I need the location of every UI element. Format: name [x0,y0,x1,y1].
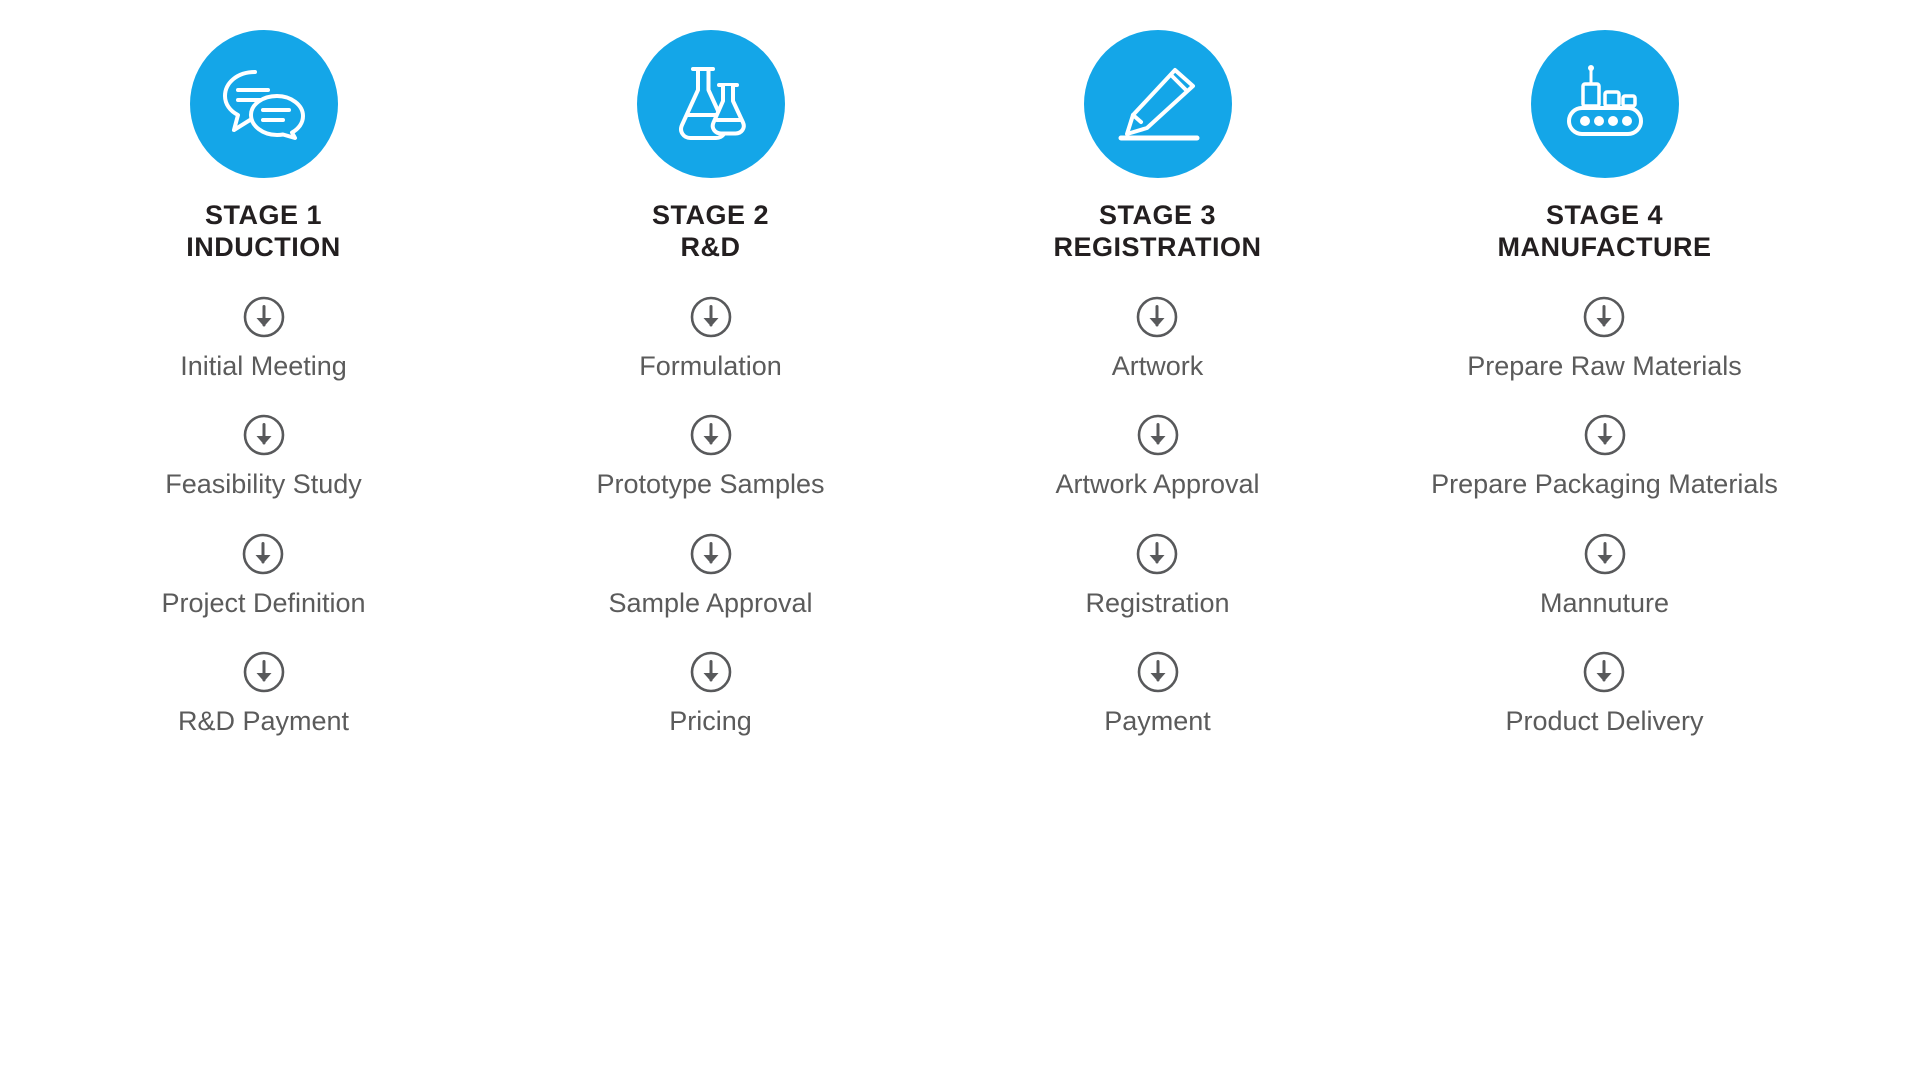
step-block-3-4 [1104,619,1211,737]
arrow-down-circle-icon [241,649,287,695]
stage-title-3 [1054,200,1262,264]
arrow-down-circle-icon [688,531,734,577]
stage-number-1: STAGE 1 [204,200,323,230]
step-label: Product Delivery [1505,705,1704,736]
step-label: Sample Approval [608,587,813,618]
step-block-4-1 [1467,264,1742,382]
flasks-icon [637,30,785,178]
arrow-down-circle-icon [1134,294,1180,340]
step-block-1-4 [178,619,349,737]
step-block-4-2 [1431,382,1778,500]
step-block-2-3 [608,501,812,619]
step-label: Formulation [639,350,782,381]
stage-title-1 [186,200,341,264]
arrow-down-circle-icon [688,649,734,695]
step-label: Prepare Raw Materials [1467,350,1742,381]
arrow-down-circle-icon [1134,531,1180,577]
stage-column-4 [1381,30,1828,737]
step-label: Artwork Approval [1055,469,1260,500]
stage-column-1 [40,30,487,737]
pen-signature-icon [1084,30,1232,178]
step-label: Mannuture [1539,587,1670,618]
step-block-1-2 [165,382,362,500]
step-label: Pricing [669,705,752,736]
step-block-2-2 [596,382,824,500]
step-block-1-1 [180,264,347,382]
stage-name-1: INDUCTION [186,231,341,262]
stage-title-4 [1498,200,1712,264]
step-block-3-2 [1055,382,1259,500]
step-block-3-1 [1112,264,1204,382]
step-block-1-3 [161,501,365,619]
stage-name-2: R&D [680,231,741,262]
stage-number-3: STAGE 3 [1098,200,1217,230]
stage-name-4: MANUFACTURE [1497,231,1712,262]
step-block-2-4 [669,619,752,737]
arrow-down-circle-icon [241,294,287,340]
step-block-3-3 [1085,501,1229,619]
arrow-down-circle-icon [1135,412,1181,458]
step-label: R&D Payment [177,705,350,736]
step-block-4-3 [1540,501,1669,619]
step-label: Initial Meeting [180,350,347,381]
conveyor-belt-icon [1531,30,1679,178]
step-label: Artwork [1111,350,1204,381]
step-label: Registration [1085,587,1230,618]
arrow-down-circle-icon [1581,649,1627,695]
step-label: Project Definition [161,587,366,618]
stage-name-3: REGISTRATION [1053,231,1262,262]
step-label: Prepare Packaging Materials [1431,469,1778,500]
arrow-down-circle-icon [1582,412,1628,458]
arrow-down-circle-icon [1582,531,1628,577]
arrow-down-circle-icon [1581,294,1627,340]
step-label: Payment [1104,705,1211,736]
stage-title-2 [652,200,769,264]
step-label: Prototype Samples [596,469,825,500]
stage-column-2 [487,30,934,737]
arrow-down-circle-icon [1135,649,1181,695]
stage-number-4: STAGE 4 [1545,200,1664,230]
step-block-4-4 [1505,619,1703,737]
stage-column-3 [934,30,1381,737]
arrow-down-circle-icon [241,412,287,458]
step-label: Feasibility Study [165,469,362,500]
arrow-down-circle-icon [688,412,734,458]
stage-number-2: STAGE 2 [651,200,770,230]
step-block-2-1 [639,264,782,382]
arrow-down-circle-icon [688,294,734,340]
arrow-down-circle-icon [240,531,286,577]
chat-bubbles-icon [190,30,338,178]
